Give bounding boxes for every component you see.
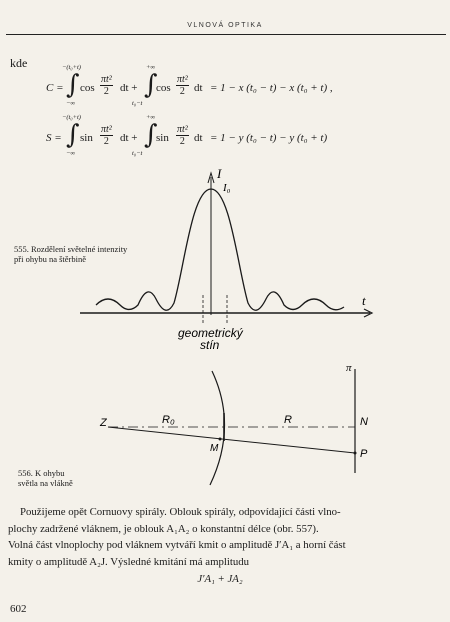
- page-number: 602: [10, 603, 27, 615]
- label-pi: π: [346, 362, 352, 374]
- eq1-int1-upper: −(t₀+t): [62, 64, 81, 71]
- paragraph-line: Použijeme opět Cornuovy spirály. Oblouk spirály, odpovídající části vlno-: [20, 506, 341, 518]
- eq1-int2-lower: t₀−t: [132, 100, 143, 107]
- body-paragraph: [8, 504, 432, 588]
- eq2-int1-lower: −∞: [66, 150, 76, 157]
- eq1-int2-integrand: cos: [156, 82, 171, 94]
- label-z: Z: [100, 417, 107, 429]
- wavefront-arc: [210, 371, 225, 485]
- amplitude-formula: J′A₁ + JA₂: [197, 573, 243, 585]
- integral-sign: ∫: [144, 70, 158, 100]
- equation-s: [0, 114, 450, 160]
- integral-sign: ∫: [66, 70, 80, 100]
- label-p: P: [360, 448, 368, 460]
- eq1-int1-lower: −∞: [66, 100, 76, 107]
- eq2-fraction-2: $\frac{\text{πt²}}{2}$: [177, 124, 188, 147]
- eq1-dt-2: dt: [194, 82, 203, 94]
- kde-label: kde: [10, 56, 28, 70]
- running-head: VLNOVÁ OPTIKA: [187, 22, 263, 29]
- eq2-int2-upper: +∞: [146, 114, 156, 121]
- label-stin: stín: [200, 338, 220, 350]
- eq2-int2-integrand: sin: [156, 132, 169, 144]
- eq2-fraction-1: $\frac{\text{πt²}}{2}$: [101, 124, 112, 147]
- label-m: M: [210, 443, 219, 454]
- eq2-int1-upper: −(t₀+t): [62, 114, 81, 121]
- eq2-lhs: S =: [46, 132, 62, 144]
- eq1-rhs: = 1 − x (t₀ − t) − x (t₀ + t) ,: [210, 82, 333, 94]
- integral-sign: ∫: [144, 120, 158, 150]
- point-m: [219, 438, 222, 441]
- point-p: [354, 452, 357, 455]
- eq2-int2-lower: t₀−t: [132, 150, 143, 157]
- eq2-dt-1: dt +: [120, 132, 138, 144]
- label-i0: I₀: [223, 182, 231, 194]
- ray-z-p: [108, 427, 355, 453]
- eq2-int1-integrand: sin: [80, 132, 93, 144]
- fig556-caption: 556. K ohybu světla na vlákně: [18, 468, 73, 488]
- header-rule: [6, 34, 446, 35]
- intensity-curve: [96, 189, 344, 310]
- label-t: t: [362, 293, 366, 308]
- eq2-dt-2: dt: [194, 132, 203, 144]
- paragraph-line: plochy zadržené vláknem, je oblouk A₁A₂ o konstantní délce (obr. 557).: [8, 522, 319, 535]
- eq1-dt-1: dt +: [120, 82, 138, 94]
- integral-sign: ∫: [66, 120, 80, 150]
- label-r0: R₀: [162, 414, 175, 426]
- eq1-fraction-1: $\frac{\text{πt²}}{2}$: [101, 74, 112, 97]
- label-n: N: [360, 416, 368, 428]
- paragraph-line: kmity o amplitudě A₂J. Výsledné kmitání má amplitudu: [8, 555, 250, 568]
- paragraph-line: Volná část vlnoplochy pod vláknem vytváří kmit o amplitudě J′A₁ a horní část: [8, 539, 346, 551]
- eq1-int2-upper: +∞: [146, 64, 156, 71]
- eq1-fraction-2: $\frac{\text{πt²}}{2}$: [177, 74, 188, 97]
- label-i: I: [217, 166, 222, 181]
- fig555-caption: 555. Rozdělení světelné intenzity při ohybu na štěrbině: [14, 244, 128, 264]
- eq1-lhs: C =: [46, 82, 64, 94]
- label-geometricky: geometrický: [178, 326, 243, 340]
- equation-c: [0, 64, 450, 108]
- eq2-rhs: = 1 − y (t₀ − t) − y (t₀ + t): [210, 132, 328, 144]
- label-r: R: [284, 414, 292, 426]
- eq1-int1-integrand: cos: [80, 82, 95, 94]
